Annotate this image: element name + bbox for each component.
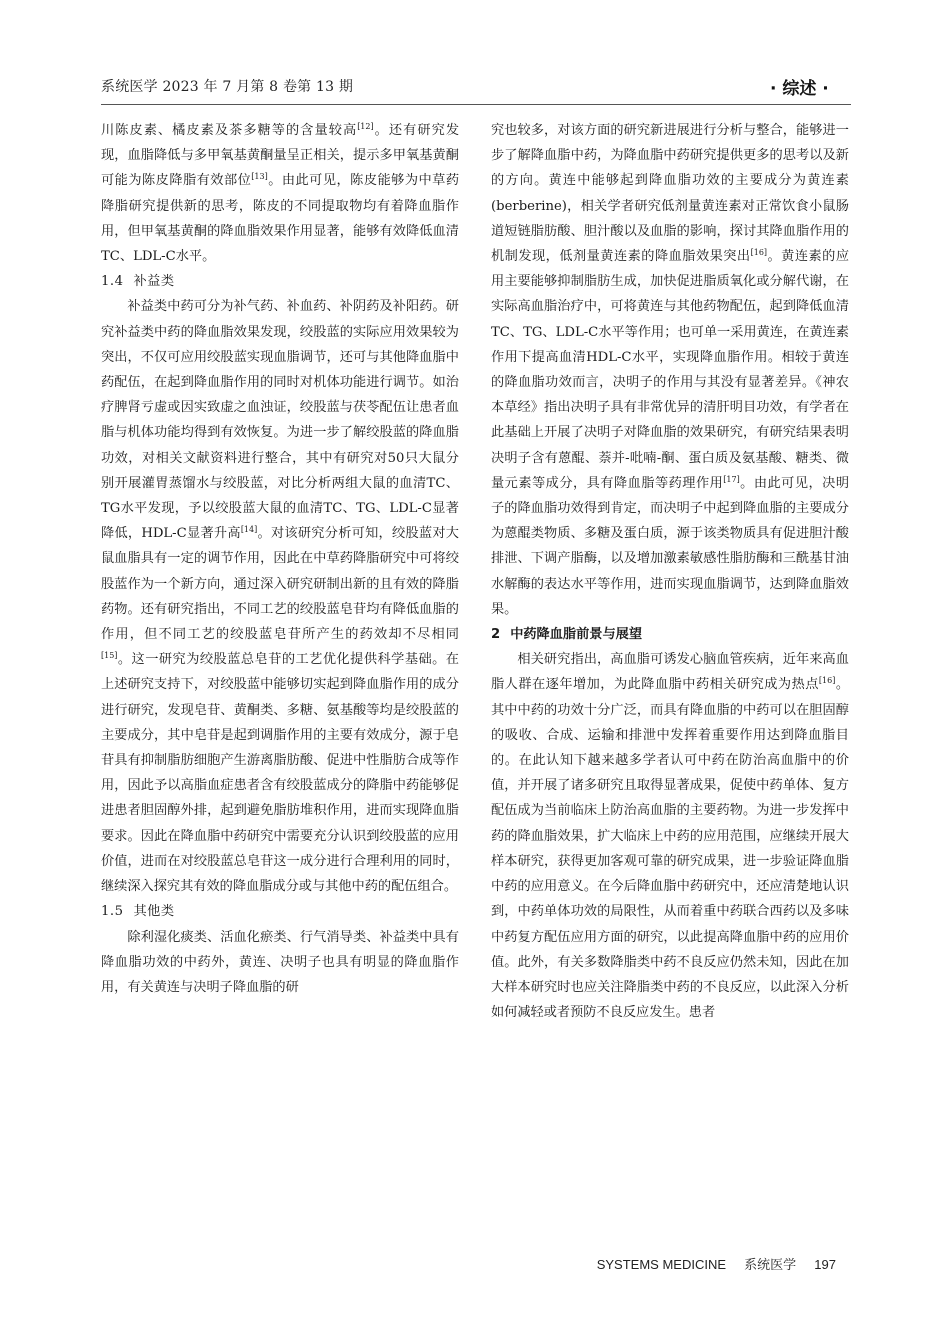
journal-name-en: SYSTEMS MEDICINE <box>596 1257 726 1272</box>
header-divider <box>101 104 851 105</box>
citation[interactable]: [16] <box>818 676 836 686</box>
citation[interactable]: [13] <box>251 172 268 182</box>
paragraph: 除利湿化痰类、活血化瘀类、行气消导类、补益类中具有降血脂功效的中药外，黄连、决明子也具有明显的降血脂作用，有关黄连与决明子降血脂的研 <box>101 929 459 995</box>
citation[interactable]: [14] <box>240 525 258 535</box>
section-label: · 综述 · <box>770 79 829 99</box>
right-column <box>491 118 849 1025</box>
citation[interactable]: [15] <box>101 651 118 661</box>
journal-name-cn: 系统医学 <box>744 1258 797 1273</box>
subsection-heading: 1.4 补益类 <box>101 274 175 290</box>
paragraph: 川陈皮素、橘皮素及茶多糖等的含量较高[12]。还有研究发现，血脂降低与多甲氧基黄酮量呈正相关，提示多甲氧基黄酮可能为陈皮降脂有效部位[13]。由此可见，陈皮能够为中草药降脂研究提供新的思考，陈皮的不同提取物均有着降血脂作用，但甲氧基黄酮的降血脂效果作用显著，能够有效降低血清TC、LDL-C水平。 <box>101 122 460 265</box>
paragraph: 补益类中药可分为补气药、补血药、补阴药及补阳药。研究补益类中药的降血脂效果发现，绞股蓝的实际应用效果较为突出，不仅可应用绞股蓝实现血脂调节，还可与其他降血脂中药配伍，在起到降血脂作用的同时对机体功能进行调节。如治疗脾肾亏虚或因实致虚之血浊证，绞股蓝与茯苓配伍让患者血脂与机体功能均得到有效恢复。为进一步了解绞股蓝的降血脂功效，对相关文献资料进行整合，其中有研究对50只大鼠分别开展灌胃蒸馏水与绞股蓝，对比分析两组大鼠的血清TC、TG水平发现，予以绞股蓝大鼠的血清TC、TG、LDL-C显著降低，HDL-C显著升高[14]。对该研究分析可知，绞股蓝对大鼠血脂具有一定的调节作用，因此在中草药降脂研究中可将绞股蓝作为一个新方向，通过深入研究研制出新的且有效的降脂药物。还有研究指出，不同工艺的绞股蓝皂苷均有降低血脂的作用，但不同工艺的绞股蓝皂苷所产生的药效却不尽相同[15]。这一研究为绞股蓝总皂苷的工艺优化提供科学基础。在上述研究支持下，对绞股蓝中能够切实起到降血脂作用的成分进行研究，发现皂苷、黄酮类、多糖、氨基酸等均是绞股蓝的主要成分，其中皂苷是起到调脂作用的主要有效成分，源于皂苷具有抑制脂肪细胞产生游离脂肪酸、促进中性脂肪合成等作用，因此予以高脂血症患者含有绞股蓝成分的降脂中药能够促进患者胆固醇外排，起到避免脂肪堆积作用，进而实现降血脂要求。因此在降血脂中药研究中需要充分认识到绞股蓝的应用价值，进而在对绞股蓝总皂苷这一成分进行合理利用的同时，继续深入探究其有效的降血脂成分或与其他中药的配伍组合。 <box>101 299 459 895</box>
subsection-heading: 1.5 其他类 <box>101 904 175 920</box>
citation[interactable]: [17] <box>723 474 740 484</box>
section-heading: 2 中药降血脂前景与展望 <box>491 627 643 643</box>
running-header-journal: 系统医学 2023 年 7 月第 8 卷第 13 期 <box>101 79 354 95</box>
citation[interactable]: [16] <box>750 248 768 258</box>
page-number: 197 <box>814 1257 836 1272</box>
page-footer <box>597 1254 836 1273</box>
citation[interactable]: [12] <box>357 122 374 131</box>
left-column <box>101 118 459 1000</box>
paragraph: 究也较多，对该方面的研究新进展进行分析与整合，能够进一步了解降血脂中药，为降血脂中药研究提供更多的思考以及新的方向。黄连中能够起到降血脂功效的主要成分为黄连素(berberine)，相关学者研究低剂量黄连素对正常饮食小鼠肠道短链脂肪酸、胆汁酸以及血脂的影响，探讨其降血脂作用的机制发现，低剂量黄连素的降血脂效果突出[16]。黄连素的应用主要能够抑制脂肪生成，加快促进脂质氧化或分解代谢，在实际高血脂治疗中，可将黄连与其他药物配伍，起到降低血清TC、TG、LDL-C水平等作用；也可单一采用黄连，在黄连素作用下提高血清HDL-C水平，实现降血脂作用。相较于黄连的降血脂功效而言，决明子的作用与其没有显著差异。《神农本草经》指出决明子具有非常优异的清肝明目功效，有学者在此基础上开展了决明子对降血脂的效果研究，有研究结果表明决明子含有蒽醌、萘并-吡喃-酮、蛋白质及氨基酸、糖类、微量元素等成分，具有降血脂等药理作用[17]。由此可见，决明子的降血脂功效得到肯定，而决明子中起到降血脂的主要成分为蒽醌类物质、多糖及蛋白质，源于该类物质具有促进胆汁酸排泄、下调产脂酶，以及增加激素敏感性脂肪酶和三酰基甘油水解酶的表达水平等作用，进而实现血脂调节，达到降血脂效果。 <box>491 123 850 617</box>
paragraph: 相关研究指出，高血脂可诱发心脑血管疾病，近年来高血脂人群在逐年增加，为此降血脂中药相关研究成为热点[16]。其中中药的功效十分广泛，而具有降血脂的中药可以在胆固醇的吸收、合成、运输和排泄中发挥着重要作用达到降血脂目的。在此认知下越来越多学者认可中药在防治高血脂中的价值，并开展了诸多研究且取得显著成果，促使中药单体、复方配伍成为当前临床上防治高血脂的主要药物。为进一步发挥中药的降血脂效果，扩大临床上中药的应用范围，应继续开展大样本研究，获得更加客观可靠的研究成果，进一步验证降血脂中药的应用意义。在今后降血脂中药研究中，还应清楚地认识到，中药单体功效的局限性，从而着重中药联合西药以及多味中药复方配伍应用方面的研究，以此提高降血脂中药的应用价值。此外，有关多数降脂类中药不良反应仍然未知，因此在加大样本研究时也应关注降脂类中药的不良反应，以此深入分析如何减轻或者预防不良反应发生。患者 <box>491 652 850 1021</box>
